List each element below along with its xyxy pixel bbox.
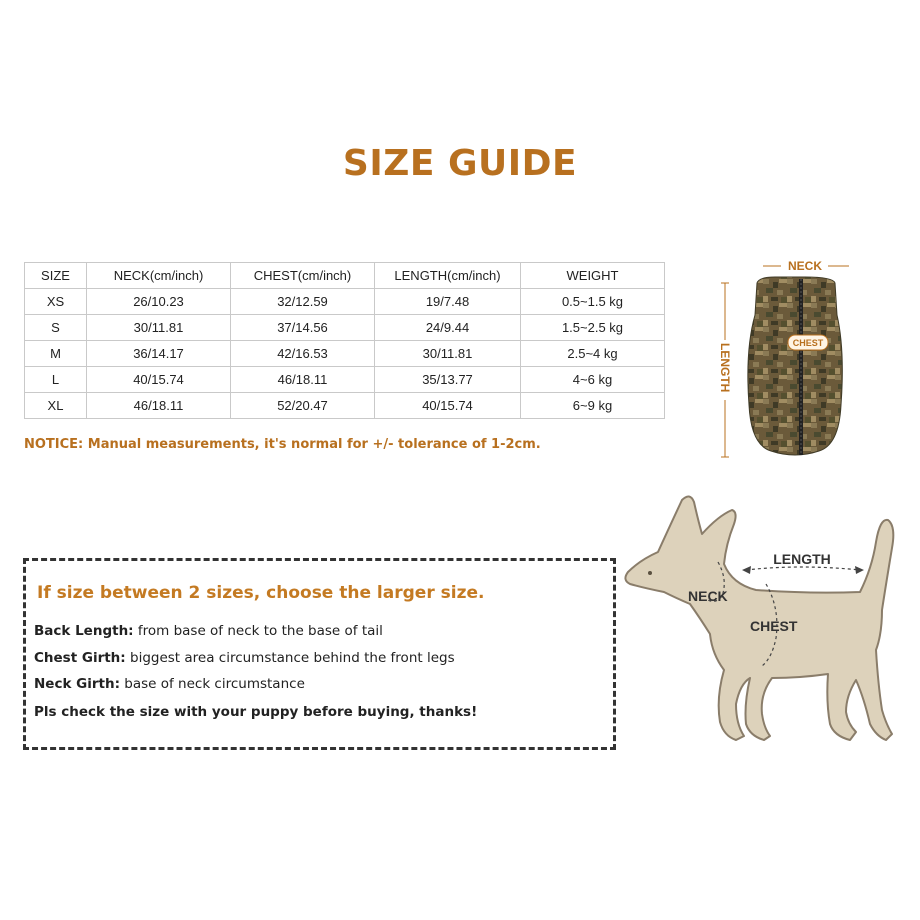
page-title: SIZE GUIDE — [342, 143, 578, 184]
tip-back-length-label: Back Length: — [34, 623, 134, 639]
cell-neck: 30/11.81 — [87, 315, 231, 341]
tip-neck-girth-text: base of neck circumstance — [119, 676, 305, 692]
dog-neck-label: NECK — [688, 588, 728, 604]
table-row — [25, 341, 665, 367]
col-header-chest: CHEST(cm/inch) — [231, 263, 375, 289]
tip-back-length-text: from base of neck to the base of tail — [133, 623, 383, 639]
table-row — [25, 289, 665, 315]
cell-size: XS — [25, 289, 87, 315]
cell-length: 24/9.44 — [375, 315, 521, 341]
cell-chest: 42/16.53 — [231, 341, 375, 367]
cell-neck: 46/18.11 — [87, 393, 231, 419]
cell-chest: 52/20.47 — [231, 393, 375, 419]
cell-chest: 46/18.11 — [231, 367, 375, 393]
table-row — [25, 367, 665, 393]
cell-length: 35/13.77 — [375, 367, 521, 393]
vest-chest-label: CHEST — [792, 338, 824, 348]
vest-body — [748, 277, 842, 455]
measurement-tips-box — [23, 558, 616, 750]
cell-size: S — [25, 315, 87, 341]
cell-neck: 26/10.23 — [87, 289, 231, 315]
col-header-size: SIZE — [25, 263, 87, 289]
tolerance-notice: NOTICE: Manual measurements, it's normal for +/- tolerance of 1-2cm. — [24, 437, 541, 452]
dog-length-label: LENGTH — [773, 551, 831, 567]
vest-length-label: LENGTH — [718, 343, 732, 393]
tip-chest-girth-label: Chest Girth: — [34, 650, 126, 666]
tip-chest-girth-text: biggest area circumstance behind the front legs — [125, 650, 455, 666]
back-length-arrow-left — [742, 566, 751, 574]
cell-weight: 4~6 kg — [521, 367, 665, 393]
cell-weight: 0.5~1.5 kg — [521, 289, 665, 315]
dog-diagram — [620, 488, 910, 750]
tip-chest-girth — [34, 650, 455, 666]
cell-chest: 37/14.56 — [231, 315, 375, 341]
col-header-weight: WEIGHT — [521, 263, 665, 289]
back-length-line — [746, 567, 860, 570]
cell-size: M — [25, 341, 87, 367]
cell-length: 30/11.81 — [375, 341, 521, 367]
vest-diagram — [715, 255, 875, 465]
cell-weight: 1.5~2.5 kg — [521, 315, 665, 341]
vest-neck-label: NECK — [787, 259, 823, 273]
cell-size: L — [25, 367, 87, 393]
tip-neck-girth-label: Neck Girth: — [34, 676, 120, 692]
tips-heading: If size between 2 sizes, choose the larger size. — [37, 583, 485, 603]
cell-neck: 36/14.17 — [87, 341, 231, 367]
back-length-arrow-right — [855, 566, 864, 574]
tip-neck-girth — [34, 676, 305, 692]
cell-chest: 32/12.59 — [231, 289, 375, 315]
table-row — [25, 315, 665, 341]
cell-weight: 2.5~4 kg — [521, 341, 665, 367]
closing-note: Pls check the size with your puppy before buying, thanks! — [34, 704, 478, 720]
cell-size: XL — [25, 393, 87, 419]
size-table — [24, 262, 665, 419]
table-row — [25, 393, 665, 419]
col-header-neck: NECK(cm/inch) — [87, 263, 231, 289]
cell-length: 40/15.74 — [375, 393, 521, 419]
cell-weight: 6~9 kg — [521, 393, 665, 419]
cell-neck: 40/15.74 — [87, 367, 231, 393]
dog-chest-label: CHEST — [750, 618, 798, 634]
col-header-length: LENGTH(cm/inch) — [375, 263, 521, 289]
dog-eye — [648, 571, 652, 575]
table-header-row — [25, 263, 665, 289]
tip-back-length — [34, 623, 383, 639]
cell-length: 19/7.48 — [375, 289, 521, 315]
